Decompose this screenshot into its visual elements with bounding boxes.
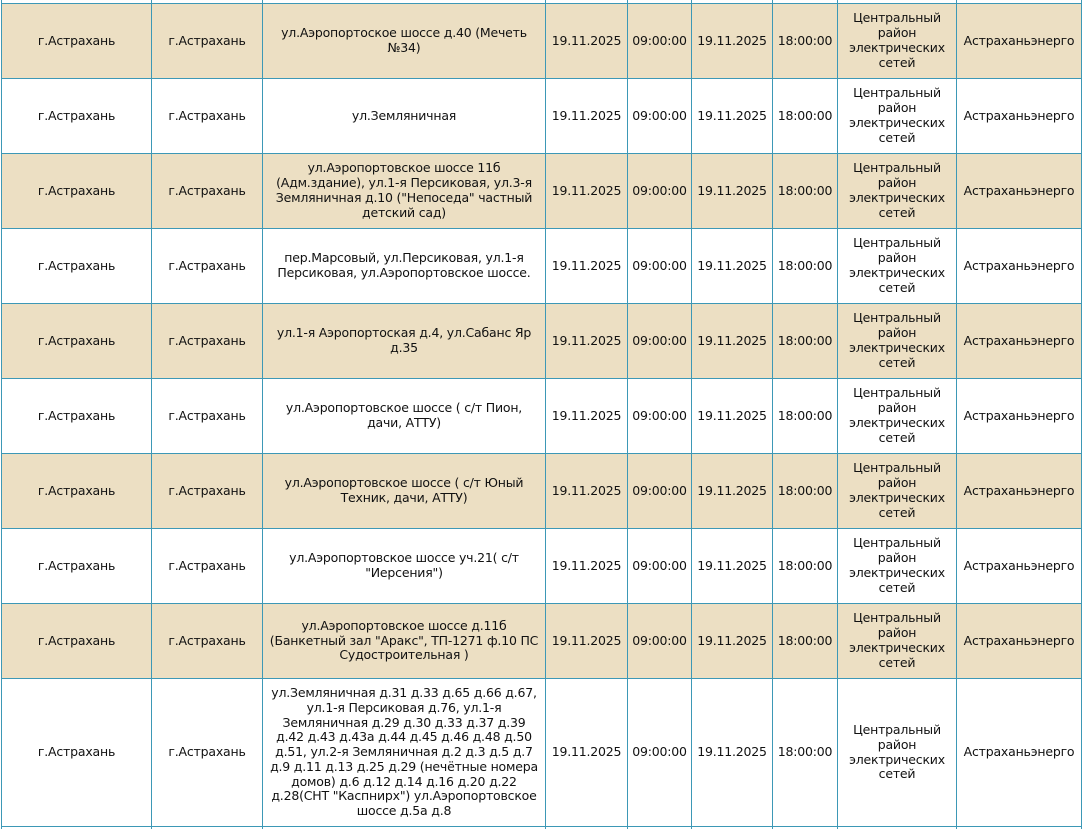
table-row	[2, 379, 1082, 454]
organization-cell: Астраханьэнерго	[957, 529, 1082, 604]
table-row	[2, 4, 1082, 79]
locality-cell: г.Астрахань	[2, 379, 152, 454]
table-row	[2, 229, 1082, 304]
end-time-cell: 18:00:00	[773, 229, 838, 304]
organization-cell: Астраханьэнерго	[957, 154, 1082, 229]
end-date-cell: 19.11.2025	[692, 79, 773, 154]
organization-cell: Астраханьэнерго	[957, 79, 1082, 154]
district-cell: Центральный район электрических сетей	[838, 529, 957, 604]
district-cell: Центральный район электрических сетей	[838, 604, 957, 679]
end-time-cell: 18:00:00	[773, 604, 838, 679]
table-row	[2, 454, 1082, 529]
start-time-cell: 09:00:00	[628, 154, 692, 229]
address-cell: ул.Аэропортовское шоссе ( с/т Пион, дачи, АТТУ)	[263, 379, 546, 454]
address-cell: ул.Земляничная	[263, 79, 546, 154]
district-cell: Центральный район электрических сетей	[838, 154, 957, 229]
settlement-cell: г.Астрахань	[152, 379, 263, 454]
end-time-cell: 18:00:00	[773, 79, 838, 154]
settlement-cell: г.Астрахань	[152, 454, 263, 529]
organization-cell: Астраханьэнерго	[957, 379, 1082, 454]
table-row	[2, 304, 1082, 379]
settlement-cell: г.Астрахань	[152, 604, 263, 679]
district-cell: Центральный район электрических сетей	[838, 379, 957, 454]
start-date-cell: 19.11.2025	[546, 304, 628, 379]
locality-cell: г.Астрахань	[2, 604, 152, 679]
organization-cell: Астраханьэнерго	[957, 229, 1082, 304]
settlement-cell: г.Астрахань	[152, 529, 263, 604]
table-row	[2, 604, 1082, 679]
address-cell: ул.1-я Аэропортоская д.4, ул.Сабанс Яр д.35	[263, 304, 546, 379]
settlement-cell: г.Астрахань	[152, 4, 263, 79]
district-cell: Центральный район электрических сетей	[838, 304, 957, 379]
start-time-cell: 09:00:00	[628, 529, 692, 604]
end-time-cell: 18:00:00	[773, 529, 838, 604]
table-row	[2, 79, 1082, 154]
address-cell: ул.Аэропортовское шоссе уч.21( с/т "Иерсения")	[263, 529, 546, 604]
settlement-cell: г.Астрахань	[152, 304, 263, 379]
end-date-cell: 19.11.2025	[692, 604, 773, 679]
end-date-cell: 19.11.2025	[692, 4, 773, 79]
start-date-cell: 19.11.2025	[546, 229, 628, 304]
organization-cell: Астраханьэнерго	[957, 304, 1082, 379]
end-date-cell: 19.11.2025	[692, 454, 773, 529]
end-time-cell: 18:00:00	[773, 304, 838, 379]
table-body	[2, 0, 1082, 829]
end-time-cell: 18:00:00	[773, 154, 838, 229]
organization-cell: Астраханьэнерго	[957, 4, 1082, 79]
start-time-cell: 09:00:00	[628, 379, 692, 454]
locality-cell: г.Астрахань	[2, 229, 152, 304]
locality-cell: г.Астрахань	[2, 79, 152, 154]
start-time-cell: 09:00:00	[628, 454, 692, 529]
district-cell: Центральный район электрических сетей	[838, 454, 957, 529]
end-date-cell: 19.11.2025	[692, 679, 773, 827]
end-time-cell: 18:00:00	[773, 4, 838, 79]
power-outage-table	[1, 0, 1082, 829]
start-date-cell: 19.11.2025	[546, 604, 628, 679]
start-date-cell: 19.11.2025	[546, 454, 628, 529]
start-time-cell: 09:00:00	[628, 304, 692, 379]
locality-cell: г.Астрахань	[2, 304, 152, 379]
table-row	[2, 679, 1082, 827]
locality-cell: г.Астрахань	[2, 4, 152, 79]
end-date-cell: 19.11.2025	[692, 379, 773, 454]
table-row	[2, 154, 1082, 229]
end-time-cell: 18:00:00	[773, 679, 838, 827]
settlement-cell: г.Астрахань	[152, 229, 263, 304]
settlement-cell: г.Астрахань	[152, 79, 263, 154]
start-date-cell: 19.11.2025	[546, 529, 628, 604]
start-time-cell: 09:00:00	[628, 79, 692, 154]
organization-cell: Астраханьэнерго	[957, 604, 1082, 679]
start-time-cell: 09:00:00	[628, 4, 692, 79]
locality-cell: г.Астрахань	[2, 154, 152, 229]
settlement-cell: г.Астрахань	[152, 679, 263, 827]
address-cell: ул.Аэропортоское шоссе д.40 (Мечеть №34)	[263, 4, 546, 79]
start-time-cell: 09:00:00	[628, 604, 692, 679]
address-cell: ул.Аэропортовское шоссе 11б (Адм.здание), ул.1-я Персиковая, ул.3-я Земляничная д.10 ("Непоседа" частный детский сад)	[263, 154, 546, 229]
address-cell: ул.Аэропортовское шоссе д.11б (Банкетный зал "Аракс", ТП-1271 ф.10 ПС Судостроительная )	[263, 604, 546, 679]
end-time-cell: 18:00:00	[773, 379, 838, 454]
locality-cell: г.Астрахань	[2, 679, 152, 827]
start-date-cell: 19.11.2025	[546, 4, 628, 79]
address-cell: ул.Аэропортовское шоссе ( с/т Юный Техник, дачи, АТТУ)	[263, 454, 546, 529]
organization-cell: Астраханьэнерго	[957, 454, 1082, 529]
start-date-cell: 19.11.2025	[546, 79, 628, 154]
end-date-cell: 19.11.2025	[692, 529, 773, 604]
settlement-cell: г.Астрахань	[152, 154, 263, 229]
district-cell: Центральный район электрических сетей	[838, 679, 957, 827]
end-date-cell: 19.11.2025	[692, 154, 773, 229]
locality-cell: г.Астрахань	[2, 529, 152, 604]
end-date-cell: 19.11.2025	[692, 304, 773, 379]
address-cell: ул.Земляничная д.31 д.33 д.65 д.66 д.67, ул.1-я Персиковая д.76, ул.1-я Земляничная д.29 д.30 д.33 д.37 д.39 д.42 д.43 д.43а д.44 д.45 д.46 д.48 д.50 д.51, ул.2-я Земляничная д.2 д.3 д.5 д.7 д.9 д.11 д.13 д.25 д.29 (нечётные номера домов) д.6 д.12 д.14 д.16 д.20 д.22 д.28(СНТ "Каспнирх") ул.Аэропортовское шоссе д.5а д.8	[263, 679, 546, 827]
end-time-cell: 18:00:00	[773, 454, 838, 529]
start-time-cell: 09:00:00	[628, 679, 692, 827]
district-cell: Центральный район электрических сетей	[838, 4, 957, 79]
end-date-cell: 19.11.2025	[692, 229, 773, 304]
address-cell: пер.Марсовый, ул.Персиковая, ул.1-я Персиковая, ул.Аэропортовское шоссе.	[263, 229, 546, 304]
start-date-cell: 19.11.2025	[546, 379, 628, 454]
organization-cell: Астраханьэнерго	[957, 679, 1082, 827]
district-cell: Центральный район электрических сетей	[838, 79, 957, 154]
start-time-cell: 09:00:00	[628, 229, 692, 304]
start-date-cell: 19.11.2025	[546, 154, 628, 229]
locality-cell: г.Астрахань	[2, 454, 152, 529]
start-date-cell: 19.11.2025	[546, 679, 628, 827]
district-cell: Центральный район электрических сетей	[838, 229, 957, 304]
table-row	[2, 529, 1082, 604]
